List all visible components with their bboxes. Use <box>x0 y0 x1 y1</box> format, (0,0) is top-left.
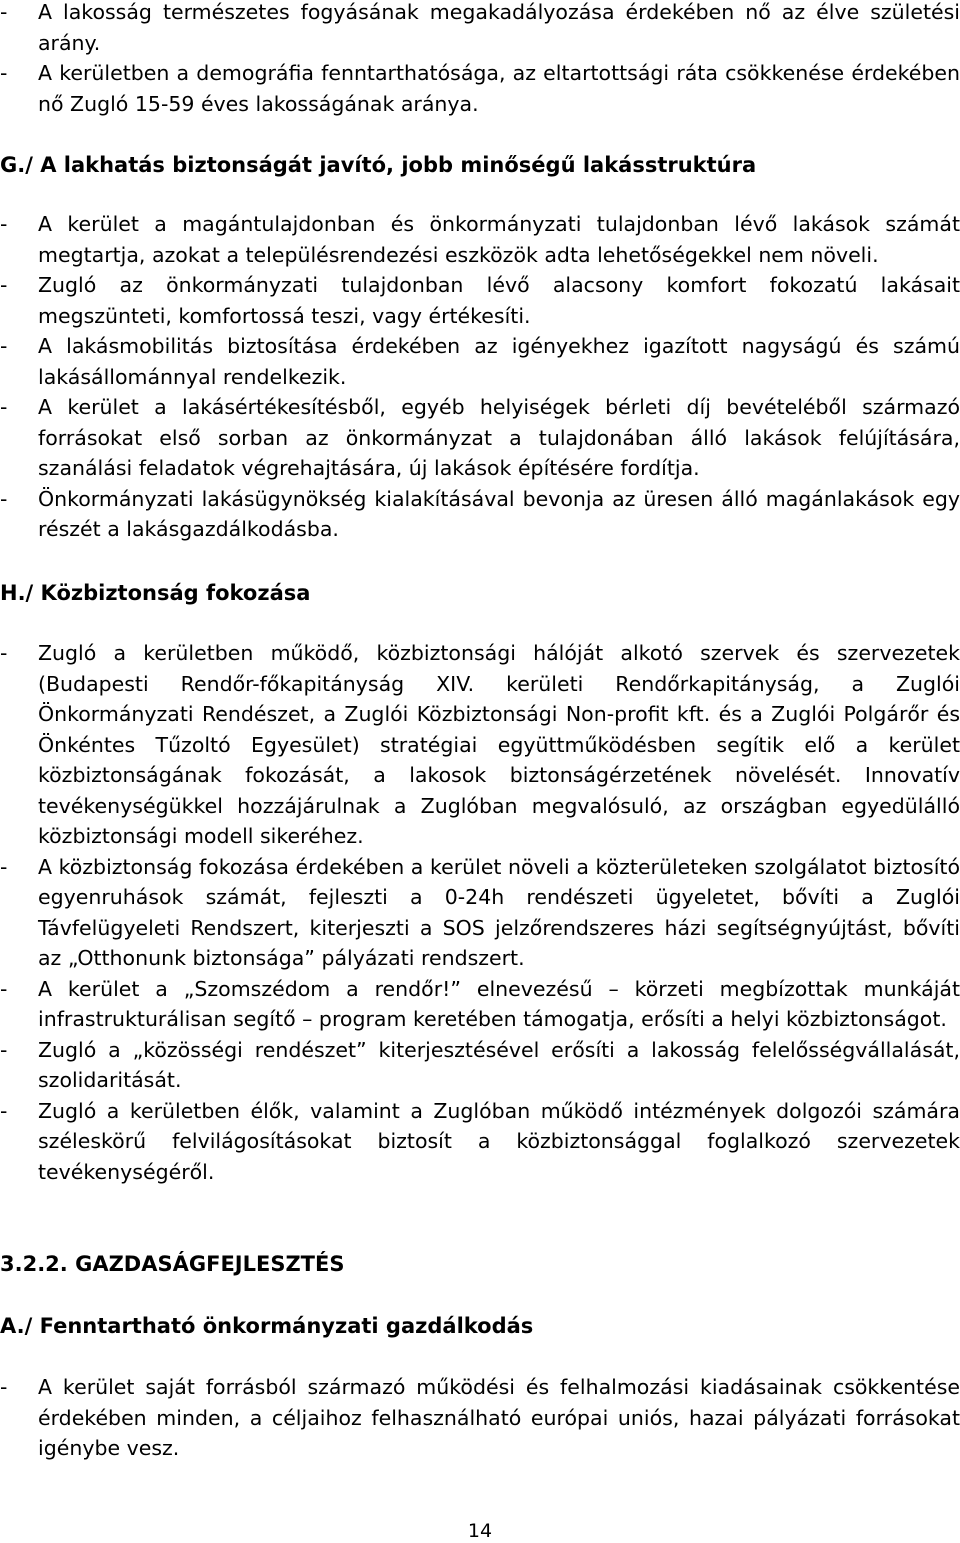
list-item-text: A közbiztonság fokozása érdekében a kerület növeli a közterületeken szolgálatot biztosító egyenruhások számát, fejleszti a 0-24h rendészeti ügyeletet, bővíti a Zuglói Távfelügyeleti Rendszert, kiterjeszti a SOS jelzőrendszeres házi segítségnyújtást, bővíti az „Otthonunk biztonsága” pályázati rendszert. <box>38 854 960 970</box>
list-item <box>0 1096 960 1188</box>
section-a <box>0 1311 960 1341</box>
section-g <box>0 150 960 180</box>
chapter-heading: 3.2.2. GAZDASÁGFEJLESZTÉS <box>0 1252 345 1276</box>
page-number: 14 <box>467 1520 493 1542</box>
list-dash: - <box>0 976 8 1001</box>
list-item <box>0 58 960 119</box>
list-item-text: Zugló a kerületben élők, valamint a Zuglóban működő intézmények dolgozói számára széleskörű felvilágosításokat biztosít a közbiztonsággal foglalkozó szervezetek tevékenységéről. <box>38 1098 960 1184</box>
list-item <box>0 638 960 852</box>
list-item <box>0 331 960 392</box>
list-dash: - <box>0 641 8 665</box>
list-item <box>0 484 960 545</box>
list-item-text: A lakásmobilitás biztosítása érdekében az igényekhez igazított nagyságú és számú lakásállománnyal rendelkezik. <box>38 334 960 389</box>
section-h <box>0 578 960 608</box>
section-f-tail <box>0 0 960 119</box>
list-item-text: A kerületben a demográfia fenntarthatósága, az eltartottsági ráta csökkenése érdekében nő Zugló 15-59 éves lakosságának aránya. <box>38 61 960 116</box>
list-dash: - <box>0 0 8 24</box>
list-item-text: Zugló az önkormányzati tulajdonban lévő alacsony komfort fokozatú lakásait megszünteti, komfortossá teszi, vagy értékesíti. <box>38 273 960 328</box>
section-a-list <box>0 1372 960 1464</box>
section-heading: G./ A lakhatás biztonságát javító, jobb minőségű lakásstruktúra <box>0 153 757 177</box>
list-item <box>0 852 960 974</box>
list-dash: - <box>0 334 8 358</box>
section-heading: A./ Fenntartható önkormányzati gazdálkodás <box>0 1314 534 1338</box>
list-item <box>0 270 960 331</box>
list-item <box>0 0 960 58</box>
list-dash: - <box>0 1098 8 1123</box>
list-dash: - <box>0 273 8 297</box>
list-item <box>0 1372 960 1464</box>
list-item-text: A kerület saját forrásból származó működési és felhalmozási kiadásainak csökkentése érdekében minden, a céljaihoz felhasználható európai uniós, hazai pályázati forrásokat igénybe vesz. <box>38 1375 960 1460</box>
list-item-text: A lakosság természetes fogyásának megakadályozása érdekében nő az élve születési arány. <box>38 0 960 55</box>
list-item <box>0 392 960 484</box>
list-item <box>0 974 960 1035</box>
chapter-heading-block <box>0 1249 960 1279</box>
list-item-text: A kerület a „Szomszédom a rendőr!” elnevezésű – körzeti megbízottak munkáját infrastrukturálisan segítő – program keretében támogatja, erősíti a helyi közbiztonságot. <box>38 976 960 1031</box>
list-dash: - <box>0 1037 8 1062</box>
list-item-text: Zugló a „közösségi rendészet” kiterjesztésével erősíti a lakosság felelősségvállalását, szolidaritását. <box>38 1037 960 1092</box>
list-item-text: Önkormányzati lakásügynökség kialakításával bevonja az üresen álló magánlakások egy részét a lakásgazdálkodásba. <box>38 486 960 541</box>
list-dash: - <box>0 395 8 419</box>
list-item-text: A kerület a lakásértékesítésből, egyéb helyiségek bérleti díj bevételéből származó forrásokat első sorban az önkormányzat a tulajdonában álló lakások felújítására, szanálási feladatok végrehajtására, új lakások építésére fordítja. <box>38 395 960 480</box>
list-item-text: Zugló a kerületben működő, közbiztonsági hálóját alkotó szervek és szervezetek (Budapesti Rendőr-főkapitányság XIV. kerületi Rendőrkapitányság, a Zuglói Önkormányzati Rendészet, a Zuglói Közbiztonsági Non-profit kft. és a Zuglói Polgárőr és Önkéntes Tűzoltó Egyesület) stratégiai együttműködésben segítik elő a kerület közbiztonságának fokozását, a lakosok biztonságérzetének növelését. Innovatív tevékenységükkel hozzájárulnak a Zuglóban megvalósuló, az országban egyedülálló közbiztonsági modell sikeréhez. <box>38 641 960 848</box>
list-dash: - <box>0 854 8 879</box>
section-heading: H./ Közbiztonság fokozása <box>0 581 311 605</box>
list-item-text: A kerület a magántulajdonban és önkormányzati tulajdonban lévő lakások számát megtartja, azokat a településrendezési eszközök adta lehetőségekkel nem növeli. <box>38 212 960 267</box>
section-g-list <box>0 209 960 545</box>
list-dash: - <box>0 486 8 511</box>
list-item <box>0 1035 960 1096</box>
list-dash: - <box>0 212 8 236</box>
section-h-list <box>0 638 960 1187</box>
list-dash: - <box>0 1375 8 1399</box>
list-dash: - <box>0 61 8 85</box>
list-item <box>0 209 960 270</box>
